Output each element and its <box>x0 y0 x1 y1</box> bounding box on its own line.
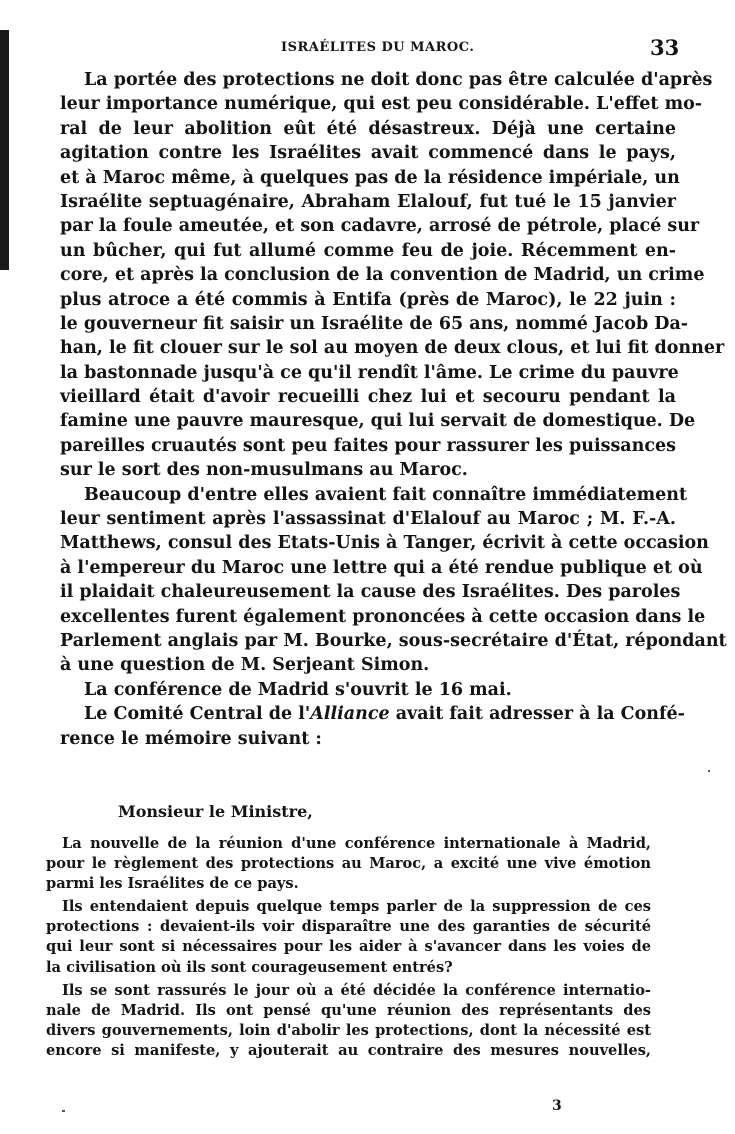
text-line: Parlement anglais par M. Bourke, sous-secrétaire d'État, répondant <box>60 630 727 651</box>
letter-salutation: Monsieur le Ministre, <box>118 802 313 821</box>
text-line: rence le mémoire suivant : <box>60 728 322 749</box>
text-line: pareilles cruautés sont peu faites pour rassurer les puissances <box>60 435 676 456</box>
letter-line: parmi les Israélites de ce pays. <box>46 875 299 893</box>
text-line: la bastonnade jusqu'à ce qu'il rendît l'âme. Le crime du pauvre <box>60 362 679 383</box>
text-line: han, le fit clouer sur le sol au moyen de deux clous, et lui fit donner <box>60 338 725 359</box>
letter-line: divers gouvernements, loin d'abolir les protections, dont la nécessité est <box>46 1021 651 1039</box>
text-line: vieillard était d'avoir recueilli chez lui et secouru pendant la <box>60 387 676 408</box>
text-line: Israélite septuagénaire, Abraham Elalouf, fut tué le 15 janvier <box>60 191 676 212</box>
text-line: et à Maroc même, à quelques pas de la résidence impériale, un <box>60 167 680 188</box>
text-line <box>60 702 685 726</box>
text-line: à une question de M. Serjeant Simon. <box>60 655 430 676</box>
text-line: agitation contre les Israélites avait commencé dans le pays, <box>60 143 676 164</box>
alliance-italic: Alliance <box>310 704 390 725</box>
binding-edge-shadow <box>0 30 9 270</box>
letter-text <box>46 780 651 1061</box>
text-line: plus atroce a été commis à Entifa (près de Maroc), le 22 juin : <box>60 289 676 310</box>
text-line: ral de leur abolition eût été désastreux. Déjà une certaine <box>60 118 676 139</box>
main-text <box>60 68 727 751</box>
text-line: un bûcher, qui fut allumé comme feu de joie. Récemment en- <box>60 240 676 261</box>
letter-line: pour le règlement des protections au Maroc, a excité une vive émotion <box>46 855 651 873</box>
text-line: à l'empereur du Maroc une lettre qui a été rendue publique et où <box>60 557 703 578</box>
letter-line: Ils entendaient depuis quelque temps parler de la suppression de ces <box>62 898 651 916</box>
text-line: le gouverneur fit saisir un Israélite de 65 ans, nommé Jacob Da- <box>60 313 689 334</box>
letter-line: La nouvelle de la réunion d'une conférence internationale à Madrid, <box>62 835 651 852</box>
text-line: par la foule ameutée, et son cadavre, arrosé de pétrole, placé sur <box>60 216 700 237</box>
text-line: Beaucoup d'entre elles avaient fait connaître immédiatement <box>84 484 688 505</box>
text-segment: avait fait adresser à la Confé- <box>389 704 685 725</box>
text-line: sur le sort des non-musulmans au Maroc. <box>60 460 468 481</box>
running-title: ISRAÉLITES DU MAROC. <box>281 40 475 55</box>
page-number: 33 <box>650 35 680 60</box>
print-speck <box>62 1110 65 1112</box>
text-line: leur sentiment après l'assassinat d'Elalouf au Maroc ; M. F.-A. <box>60 509 676 530</box>
letter-line: qui leur sont si nécessaires pour les aider à s'avancer dans les voies de <box>46 938 651 956</box>
letter-line: protections : devaient-ils voir disparaître une des garanties de sécurité <box>46 918 651 936</box>
text-line: La conférence de Madrid s'ouvrit le 16 mai. <box>84 679 512 700</box>
text-line: Matthews, consul des Etats-Unis à Tanger, écrivit à cette occasion <box>60 533 709 554</box>
signature-mark: 3 <box>552 1098 562 1114</box>
text-line: La portée des protections ne doit donc pas être calculée d'après <box>84 70 713 90</box>
text-segment: Le Comité Central de l' <box>84 704 311 725</box>
text-line: excellentes furent également prononcées à cette occasion dans le <box>60 606 706 627</box>
letter-line: nale de Madrid. Ils ont pensé qu'une réunion des représentants des <box>46 1001 651 1019</box>
letter-line: Ils se sont rassurés le jour où a été décidée la conférence internatio- <box>62 981 651 999</box>
text-line: core, et après la conclusion de la convention de Madrid, un crime <box>60 265 705 286</box>
text-line: il plaidait chaleureusement la cause des Israélites. Des paroles <box>60 582 681 603</box>
letter-line: encore si manifeste, y ajouterait au contraire des mesures nouvelles, <box>46 1041 651 1059</box>
text-line: leur importance numérique, qui est peu considérable. L'effet mo- <box>60 94 703 115</box>
text-line: famine une pauvre mauresque, qui lui servait de domestique. De <box>60 411 696 432</box>
print-speck <box>708 770 710 772</box>
letter-line: la civilisation où ils sont courageusement entrés? <box>46 958 453 976</box>
